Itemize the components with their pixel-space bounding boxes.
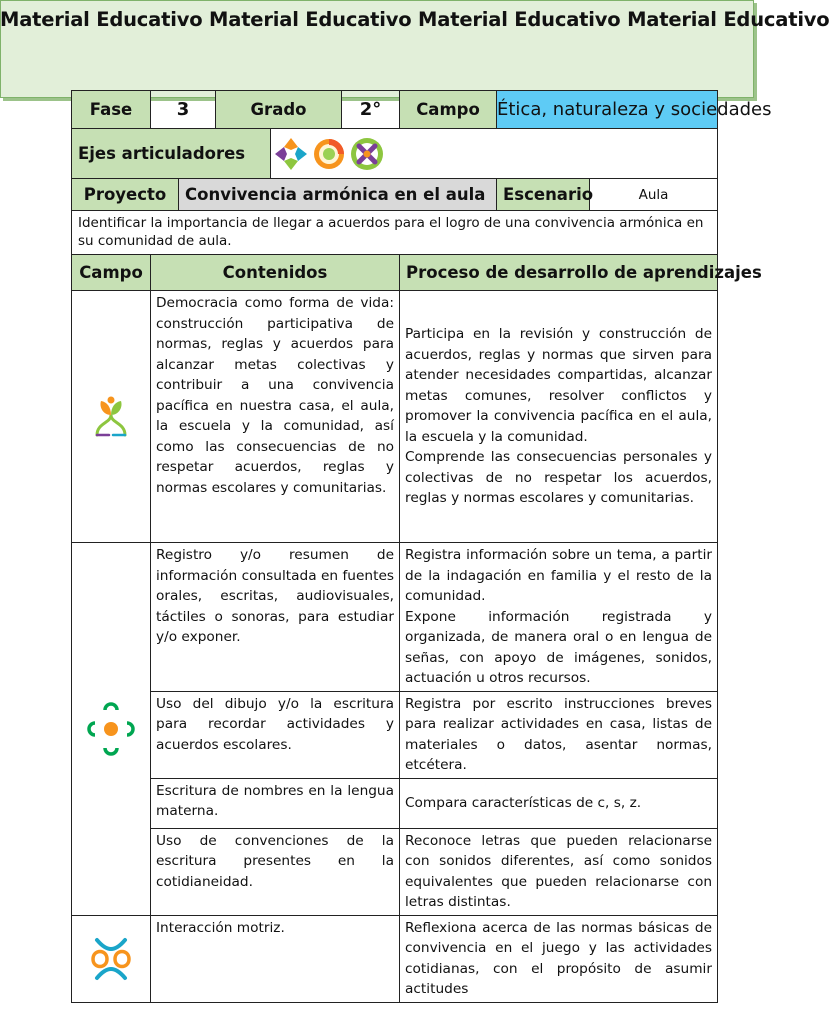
inclusion-icon	[273, 136, 309, 172]
campo-icon-cell	[72, 291, 151, 543]
grado-label: Grado	[216, 91, 342, 129]
banner-title: Material Educativo Material Educativo Material Educativo Material Educativo	[0, 8, 830, 31]
column-header-row	[72, 255, 718, 291]
contenido-text: Democracia como forma de vida: construcción participativa de normas, reglas y acuerdos para alcanzar metas colectivas y contribuir a una convivencia pacífica en nuestra casa, el aula, la escuela y la comunidad, así como las consecuencias de no respetar acuerdos, reglas y normas escolares y comunitarias.	[151, 291, 400, 543]
table-row	[72, 543, 718, 692]
interculturalidad-icon	[349, 136, 385, 172]
contenido-text: Uso del dibujo y/o la escritura para recordar actividades y acuerdos escolares.	[151, 691, 400, 778]
etica-campo-icon	[89, 393, 133, 441]
col-pda-header: Proceso de desarrollo de aprendizajes	[400, 255, 718, 291]
escenario-value: Aula	[590, 179, 718, 211]
proyecto-row	[72, 179, 718, 211]
pda-paragraph: Expone información registrada y organizada, de manera oral o en lengua de señas, con apoyo de imágenes, sonidos, actuación u otros recursos.	[405, 608, 712, 686]
table-row	[72, 828, 718, 915]
campo-icon-cell	[72, 543, 151, 916]
planning-table	[71, 90, 772, 1003]
campo-icon-cell	[72, 915, 151, 1002]
objective-row	[72, 211, 718, 255]
contenido-text: Registro y/o resumen de información consultada en fuentes orales, escritas, audiovisuales, táctiles o sonoras, para estudiar y/o exponer.	[151, 543, 400, 692]
pda-text	[400, 291, 718, 543]
table-row	[72, 691, 718, 778]
fase-value: 3	[151, 91, 216, 129]
grado-value: 2°	[342, 91, 400, 129]
fase-label: Fase	[72, 91, 151, 129]
ejes-row	[72, 129, 718, 179]
col-contenidos-header: Contenidos	[151, 255, 400, 291]
table-row	[72, 915, 718, 1002]
pda-text: Compara características de c, s, z.	[400, 778, 718, 828]
col-campo-header: Campo	[72, 255, 151, 291]
ejes-label: Ejes articuladores	[72, 129, 271, 179]
table-row	[72, 778, 718, 828]
humano-comunitario-campo-icon	[89, 934, 133, 984]
campo-label: Campo	[400, 91, 497, 129]
objective-text: Identificar la importancia de llegar a acuerdos para el logro de una convivencia armónica en su comunidad de aula.	[72, 211, 718, 255]
campo-value: Ética, naturaleza y sociedades	[497, 91, 718, 129]
proyecto-label: Proyecto	[72, 179, 179, 211]
ejes-icons	[271, 129, 718, 179]
pda-text: Reflexiona acerca de las normas básicas de convivencia en el juego y las actividades cotidianas, con el propósito de asumir actitudes	[400, 915, 718, 1002]
pda-paragraph: Comprende las consecuencias personales y colectivas de no respetar los acuerdos, reglas y normas escolares y comunitarias.	[405, 449, 712, 507]
proyecto-value: Convivencia armónica en el aula	[179, 179, 497, 211]
pda-text	[400, 543, 718, 692]
igualdad-icon	[311, 136, 347, 172]
contenido-text: Uso de convenciones de la escritura presentes en la cotidianeidad.	[151, 828, 400, 915]
header-row	[72, 91, 718, 129]
pda-text: Registra por escrito instrucciones breves para realizar actividades en casa, listas de materiales o datos, asentar normas, etcétera.	[400, 691, 718, 778]
pda-paragraph: Participa en la revisión y construcción de acuerdos, reglas y normas que sirven para atender necesidades compartidas, alcanzar metas comunes, resolver conflictos y promover la convivencia pacífica en el aula, la escuela y la comunidad.	[405, 326, 712, 445]
lenguajes-campo-icon	[89, 704, 133, 754]
pda-paragraph: Registra información sobre un tema, a partir de la indagación en familia y el resto de la comunidad.	[405, 547, 712, 604]
contenido-text: Escritura de nombres en la lengua materna.	[151, 778, 400, 828]
escenario-label: Escenario	[497, 179, 590, 211]
table-row	[72, 291, 718, 543]
contenido-text: Interacción motriz.	[151, 915, 400, 1002]
pda-text: Reconoce letras que pueden relacionarse con sonidos diferentes, así como sonidos equivalentes que pueden relacionarse con letras distintas.	[400, 828, 718, 915]
